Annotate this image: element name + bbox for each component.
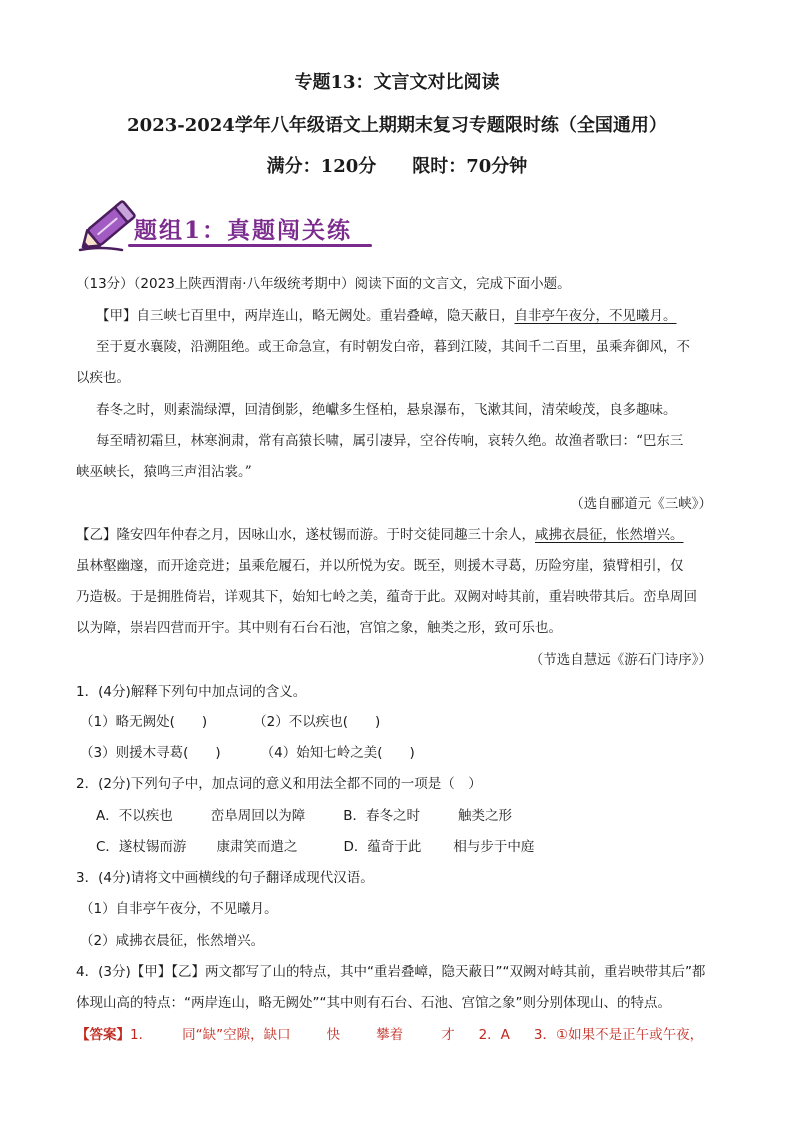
underlined-sentence: 自非亭午夜分，不见曦月。 (514, 308, 677, 324)
question-item: （2）咸拂衣晨征，怅然增兴。 (80, 933, 265, 949)
answer-part: 2．A (478, 1027, 510, 1043)
passage-text: 【乙】隆安四年仲春之月，因咏山水，遂杖锡而游。于时交徒同趣三十余人， (76, 527, 535, 543)
option: D．蕴奇于此 (343, 839, 422, 855)
question-intro: （13分）（2023上陕西渭南·八年级统考期中）阅读下面的文言文，完成下面小题。 (76, 276, 571, 292)
section-label: 题组1：真题闯关练 (134, 217, 353, 244)
passage-text: 【甲】自三峡七百里中，两岸连山，略无阙处。重岩叠嶂，隐天蔽日， (96, 308, 515, 324)
option: A．不以疾也 (96, 808, 173, 824)
question-2-row (96, 837, 534, 857)
answer-part: 快 (326, 1027, 341, 1043)
passage-line: 以为障，崇岩四营而开宇。其中则有石台石池，宫馆之象，触类之形，致可乐也。 (76, 620, 562, 636)
option: 相与步于中庭 (453, 839, 535, 855)
passage-line: 虽林壑幽邃，而开途竞进；虽乘危履石，并以所悦为安。既至，则援木寻葛，历险穷崖，猿臂相引，仅 (76, 558, 684, 574)
passage-line (96, 306, 677, 326)
passage-line: 至于夏水襄陵，沿溯阻绝。或王命急宣，有时朝发白帝，暮到江陵，其间千二百里，虽乘奔御风，不 (96, 339, 690, 355)
option: B．春冬之时 (343, 808, 421, 824)
answer-part: 攀着 (376, 1027, 404, 1043)
answer-part: 1． (130, 1027, 153, 1043)
passage-line: 每至晴初霜旦，林寒涧肃，常有高猿长啸，属引凄异，空谷传响，哀转久绝。故渔者歌曰：“巴东三 (96, 433, 684, 449)
option: C．遂杖锡而游 (96, 839, 187, 855)
answer-tag: 【答案】 (76, 1027, 130, 1043)
question-1-row (80, 712, 380, 732)
passage-line: 春冬之时，则素湍绿潭，回清倒影，绝巘多生怪柏，悬泉瀑布，飞漱其间，清荣峻茂，良多趣味。 (96, 402, 677, 418)
option: 触类之形 (458, 808, 513, 824)
page-title: 专题13：文言文对比阅读 (294, 72, 500, 93)
answer-part: 才 (441, 1027, 455, 1043)
question-item: （1）略无阙处( ) (80, 714, 208, 730)
answer-line (76, 1025, 703, 1045)
question-item: （2）不以疾也( ) (253, 714, 381, 730)
question-item: （4）始知七岭之美( ) (260, 745, 415, 761)
option: 康肃笑而遣之 (216, 839, 298, 855)
question-2-row (96, 806, 512, 826)
answer-part: 同“缺”空隙，缺口 (182, 1027, 291, 1043)
question-item: （3）则援木寻葛( ) (80, 745, 221, 761)
passage-line: 乃造极。于是拥胜倚岩，详观其下，始知七岭之美，蕴奇于此。双阙对峙其前，重岩映带其后。峦阜周回 (76, 589, 697, 605)
answer-part: 3．①如果不是正午或午夜， (533, 1027, 704, 1043)
full-score: 满分：120分 (266, 156, 377, 177)
passage-source: （节选自慧远《游石门诗序》） (529, 652, 712, 668)
passage-line (76, 525, 684, 545)
question-4: 4．(3分)【甲】【乙】两文都写了山的特点，其中“重岩叠嶂，隐天蔽日”“双阙对峙其前，重岩映带其后”都 (76, 964, 706, 980)
passage-line: 以疾也。 (76, 370, 130, 386)
option: 峦阜周回以为障 (210, 808, 306, 824)
question-item: （1）自非亭午夜分，不见曦月。 (80, 901, 278, 917)
question-3: 3．(4分)请将文中画横线的句子翻译成现代汉语。 (76, 870, 374, 886)
page-subtitle: 2023-2024学年八年级语文上期期末复习专题限时练（全国通用） (127, 115, 667, 136)
question-1: 1．(4分)解释下列句中加点词的含义。 (76, 684, 307, 700)
question-2: 2．(2分)下列句子中，加点词的意义和用法全都不同的一项是（ ） (76, 776, 482, 792)
passage-source: （选自郦道元《三峡》） (570, 496, 712, 512)
underlined-sentence: 咸拂衣晨征，怅然增兴。 (535, 527, 684, 543)
section-header (76, 192, 376, 256)
section-underline (128, 244, 372, 247)
question-1-row (80, 743, 415, 763)
question-4-cont: 体现山高的特点：“两岸连山，略无阙处”“其中则有石台、石池、宫馆之象”则分别体现山、的特点。 (76, 995, 671, 1011)
passage-line: 峡巫峡长，猿鸣三声泪沾裳。” (76, 464, 252, 480)
time-limit: 限时：70分钟 (412, 156, 528, 177)
score-time-line (0, 152, 794, 178)
